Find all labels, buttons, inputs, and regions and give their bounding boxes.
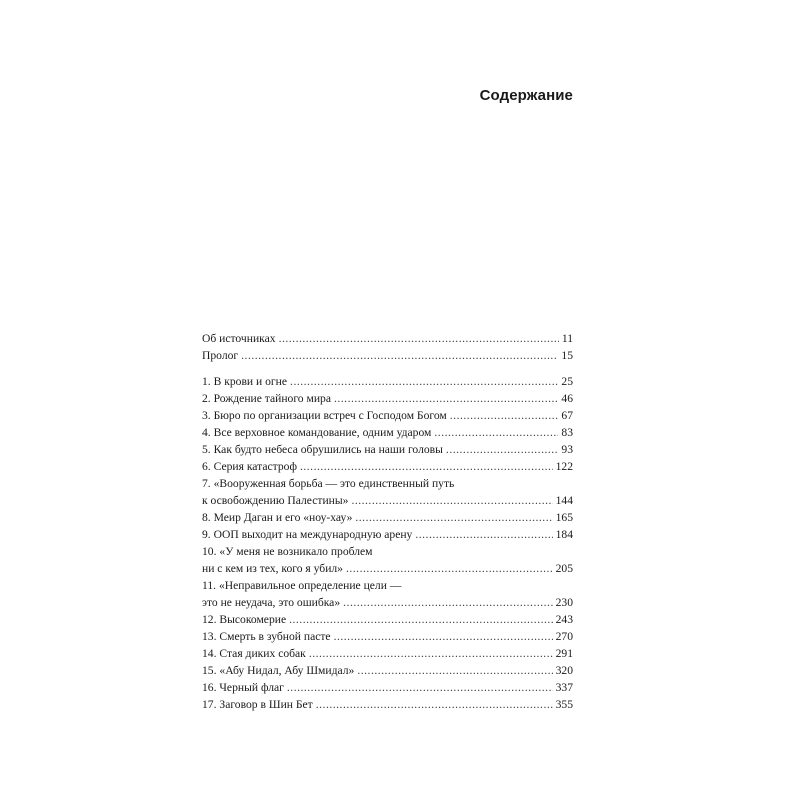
toc-page-number: 243	[555, 613, 573, 626]
toc-entry-title: ни с кем из тех, кого я убил»	[202, 562, 343, 575]
toc-entry-chapter-2	[202, 390, 573, 407]
toc-entry-title: к освобождению Палестины»	[202, 494, 349, 507]
toc-page-number: 320	[555, 664, 573, 677]
toc-line	[202, 628, 573, 645]
toc-line	[202, 662, 573, 679]
section-gap	[202, 364, 573, 373]
toc-line	[202, 424, 573, 441]
toc-page-number: 11	[561, 332, 573, 345]
toc-entry-chapter-4	[202, 424, 573, 441]
toc-page-number: 122	[555, 460, 573, 473]
toc-line	[202, 330, 573, 347]
toc-line	[202, 560, 573, 577]
table-of-contents	[202, 330, 573, 713]
leader-dots	[316, 696, 553, 713]
toc-page-number: 337	[555, 681, 573, 694]
leader-dots	[290, 373, 558, 390]
toc-page-number: 270	[555, 630, 573, 643]
toc-entry-chapter-12	[202, 611, 573, 628]
toc-entry-title: 3. Бюро по организации встреч с Господом Богом	[202, 409, 447, 422]
toc-entry-chapter-8	[202, 509, 573, 526]
toc-line	[202, 373, 573, 390]
toc-line	[202, 492, 573, 509]
toc-line	[202, 441, 573, 458]
toc-entry-title: это не неудача, это ошибка»	[202, 596, 341, 609]
toc-line	[202, 679, 573, 696]
toc-entry-chapter-7	[202, 475, 573, 509]
toc-entry-chapter-11	[202, 577, 573, 611]
leader-dots	[346, 560, 553, 577]
toc-entry-title: 15. «Абу Нидал, Абу Шмидал»	[202, 664, 355, 677]
toc-line	[202, 509, 573, 526]
toc-entry-title: Об источниках	[202, 332, 276, 345]
leader-dots	[300, 458, 553, 475]
toc-page-number: 93	[561, 443, 573, 456]
leader-dots	[309, 645, 553, 662]
toc-page-number: 355	[555, 698, 573, 711]
toc-line	[202, 407, 573, 424]
toc-entry-chapter-6	[202, 458, 573, 475]
leader-dots	[434, 424, 558, 441]
toc-entry-chapter-9	[202, 526, 573, 543]
toc-page-number: 67	[561, 409, 573, 422]
toc-line	[202, 390, 573, 407]
toc-entry-title-first-line: 11. «Неправильное определение цели —	[202, 579, 402, 592]
toc-page-number: 230	[555, 596, 573, 609]
leader-dots	[343, 594, 552, 611]
toc-entry-chapter-15	[202, 662, 573, 679]
leader-dots	[334, 628, 553, 645]
toc-page-number: 205	[555, 562, 573, 575]
toc-entry-chapter-16	[202, 679, 573, 696]
leader-dots	[334, 390, 558, 407]
toc-entry-title-first-line: 10. «У меня не возникало проблем	[202, 545, 373, 558]
toc-entry-prologue	[202, 347, 573, 364]
toc-line	[202, 577, 573, 594]
toc-entry-chapter-13	[202, 628, 573, 645]
toc-page-number: 144	[555, 494, 573, 507]
leader-dots	[289, 611, 553, 628]
toc-entry-chapter-17	[202, 696, 573, 713]
toc-entry-title: 12. Высокомерие	[202, 613, 287, 626]
toc-line	[202, 458, 573, 475]
toc-page-number: 184	[555, 528, 573, 541]
toc-page-number: 291	[555, 647, 573, 660]
toc-entry-title: 17. Заговор в Шин Бет	[202, 698, 313, 711]
toc-entry-chapter-3	[202, 407, 573, 424]
toc-entry-sources	[202, 330, 573, 347]
toc-line	[202, 696, 573, 713]
toc-entry-title: 9. ООП выходит на международную арену	[202, 528, 413, 541]
toc-entry-chapter-14	[202, 645, 573, 662]
toc-page-number: 15	[561, 349, 573, 362]
toc-line	[202, 594, 573, 611]
toc-entry-title: 13. Смерть в зубной пасте	[202, 630, 331, 643]
leader-dots	[357, 662, 552, 679]
leader-dots	[279, 330, 559, 347]
toc-entry-title: 16. Черный флаг	[202, 681, 284, 694]
toc-page-number: 46	[561, 392, 573, 405]
leader-dots	[287, 679, 553, 696]
toc-line	[202, 645, 573, 662]
toc-entry-title: 1. В крови и огне	[202, 375, 288, 388]
leader-dots	[415, 526, 552, 543]
toc-entry-title: 8. Меир Даган и его «ноу-хау»	[202, 511, 353, 524]
leader-dots	[241, 347, 558, 364]
toc-line	[202, 543, 573, 560]
toc-page-number: 83	[561, 426, 573, 439]
toc-entry-title: Пролог	[202, 349, 239, 362]
leader-dots	[450, 407, 559, 424]
toc-entry-title: 2. Рождение тайного мира	[202, 392, 331, 405]
toc-page-number: 25	[561, 375, 573, 388]
toc-entry-chapter-1	[202, 373, 573, 390]
toc-line	[202, 475, 573, 492]
toc-entry-title: 6. Серия катастроф	[202, 460, 297, 473]
page-title: Содержание	[479, 87, 573, 104]
toc-entry-chapter-5	[202, 441, 573, 458]
leader-dots	[446, 441, 558, 458]
toc-line	[202, 611, 573, 628]
toc-line	[202, 526, 573, 543]
toc-entry-chapter-10	[202, 543, 573, 577]
toc-entry-title: 4. Все верховное командование, одним ударом	[202, 426, 432, 439]
toc-entry-title-first-line: 7. «Вооруженная борьба — это единственный путь	[202, 477, 455, 490]
toc-entry-title: 5. Как будто небеса обрушились на наши головы	[202, 443, 443, 456]
toc-page-number: 165	[555, 511, 573, 524]
toc-line	[202, 347, 573, 364]
toc-entry-title: 14. Стая диких собак	[202, 647, 306, 660]
leader-dots	[355, 509, 552, 526]
leader-dots	[351, 492, 552, 509]
